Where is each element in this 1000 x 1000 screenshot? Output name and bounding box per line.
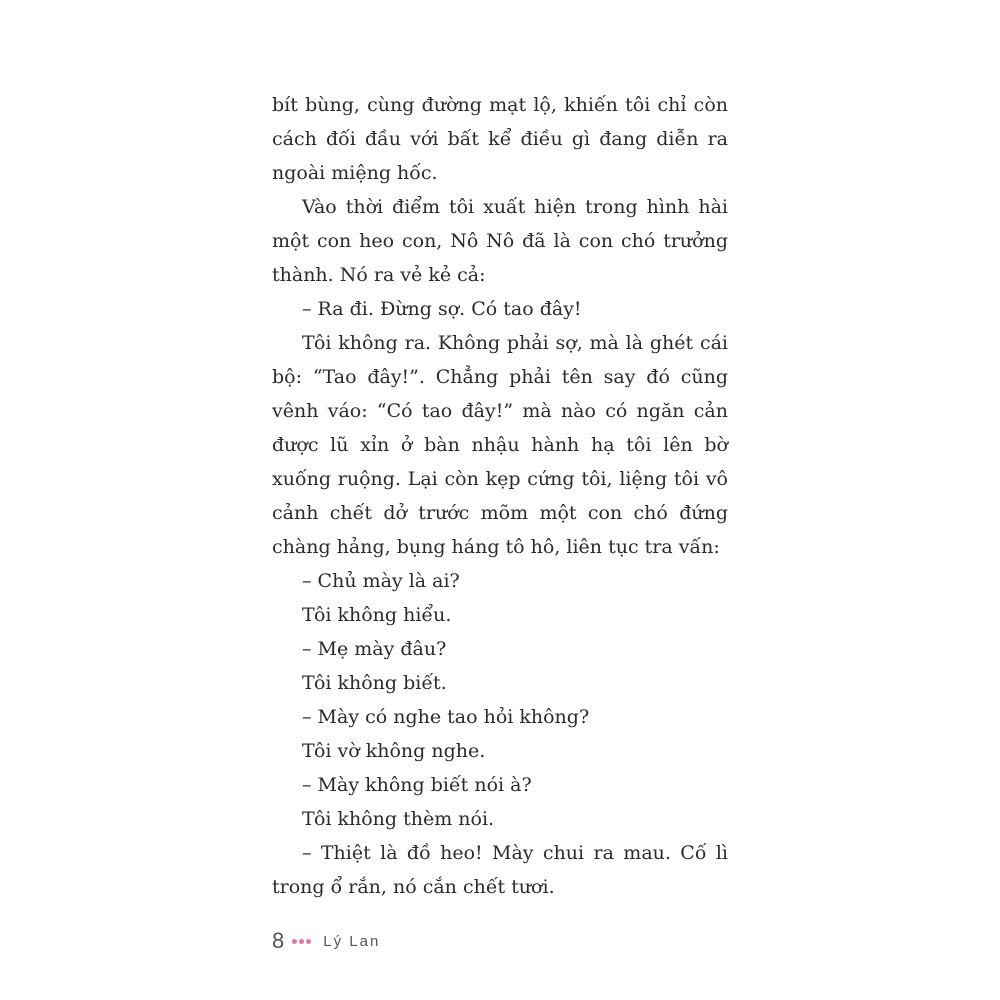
paragraph: Tôi vờ không nghe. [302,740,486,762]
paragraph: Tôi không thèm nói. [302,808,495,830]
dialogue-line: – Mày có nghe tao hỏi không? [302,706,590,728]
page-number: 8 [272,928,285,953]
paragraph: Tôi không ra. Không phải sợ, mà là ghét cái bộ: “Tao đây!”. Chẳng phải tên say đó cũng vênh váo: “Có tao đây!” mà nào có ngăn cản được lũ xỉn ở bàn nhậu hành hạ tôi lên bờ xuống ruộng. Lại còn kẹp cứng tôi, liệng tôi vô cảnh chết dở trước mõm một con chó đứng chàng hảng, bụng háng tô hô, liên tục tra vấn: [272,332,728,558]
dialogue-line: – Thiệt là đồ heo! Mày chui ra mau. Cố lì trong ổ rắn, nó cắn chết tươi. [272,842,728,898]
paragraph: Tôi không biết. [302,672,447,694]
author-name: Lý Lan [323,932,381,950]
page-footer [272,926,380,956]
paragraph: Vào thời điểm tôi xuất hiện trong hình hài một con heo con, Nô Nô đã là con chó trưởng thành. Nó ra vẻ kẻ cả: [272,196,728,286]
dot-icon [306,939,311,944]
paragraph: bít bùng, cùng đường mạt lộ, khiến tôi chỉ còn cách đối đầu với bất kể điều gì đang diễn ra ngoài miệng hốc. [272,94,728,184]
paragraph: Tôi không hiểu. [302,604,452,626]
dot-icon [292,939,297,944]
dialogue-line: – Chủ mày là ai? [302,570,460,592]
ornament-dots-icon [292,939,313,944]
dialogue-line: – Mẹ mày đâu? [302,638,447,660]
body-text [272,88,728,904]
dot-icon [299,939,304,944]
dialogue-line: – Ra đi. Đừng sợ. Có tao đây! [302,298,582,320]
dialogue-line: – Mày không biết nói à? [302,774,532,796]
